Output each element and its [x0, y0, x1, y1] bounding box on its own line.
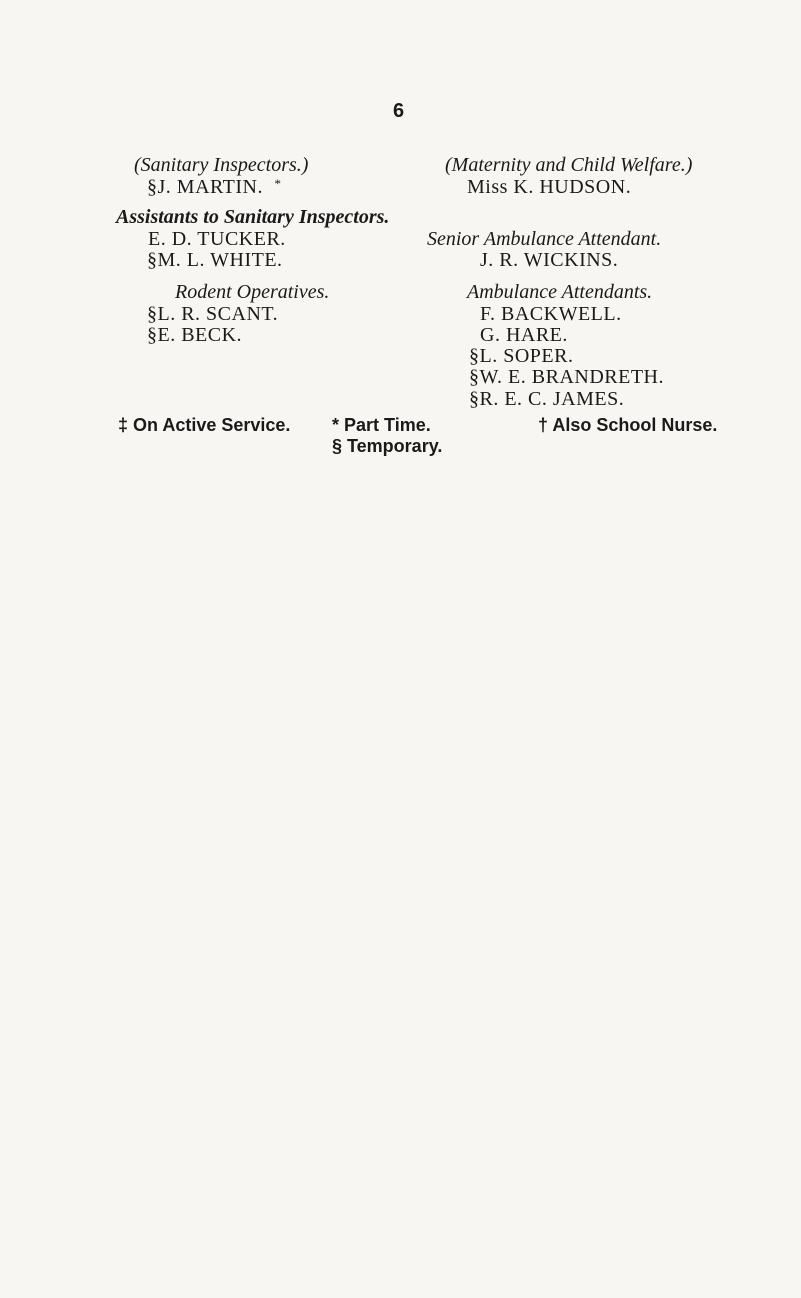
sanitary-inspector-name-text: §J. MARTIN.: [147, 176, 263, 198]
ambulance-attendant-name: §R. E. C. JAMES.: [469, 388, 625, 410]
part-time-mark: *: [274, 176, 282, 191]
page-number: 6: [393, 100, 405, 122]
sanitary-inspectors-heading: (Sanitary Inspectors.): [134, 154, 309, 176]
legend-temporary: § Temporary.: [332, 436, 443, 456]
rodent-operative-name: §L. R. SCANT.: [147, 303, 279, 325]
sanitary-inspector-name: [147, 176, 281, 199]
maternity-heading: (Maternity and Child Welfare.): [445, 154, 693, 176]
assistants-heading: Assistants to Sanitary Inspectors.: [116, 206, 390, 228]
senior-ambulance-heading: Senior Ambulance Attendant.: [427, 228, 662, 250]
ambulance-attendant-name: §L. SOPER.: [469, 345, 574, 367]
legend-active-service: ‡ On Active Service.: [118, 415, 291, 435]
rodent-operative-name: §E. BECK.: [147, 324, 243, 346]
ambulance-attendant-name: F. BACKWELL.: [480, 303, 622, 325]
senior-ambulance-name: J. R. WICKINS.: [480, 249, 619, 271]
ambulance-attendant-name: §W. E. BRANDRETH.: [469, 366, 664, 388]
ambulance-attendants-heading: Ambulance Attendants.: [467, 281, 653, 303]
ambulance-attendant-name: G. HARE.: [480, 324, 568, 346]
legend-school-nurse: † Also School Nurse.: [538, 415, 718, 435]
maternity-name: Miss K. HUDSON.: [467, 176, 632, 198]
rodent-operatives-heading: Rodent Operatives.: [175, 281, 330, 303]
legend-part-time: * Part Time.: [332, 415, 431, 435]
assistant-name: §M. L. WHITE.: [147, 249, 283, 271]
assistant-name: E. D. TUCKER.: [148, 228, 286, 250]
